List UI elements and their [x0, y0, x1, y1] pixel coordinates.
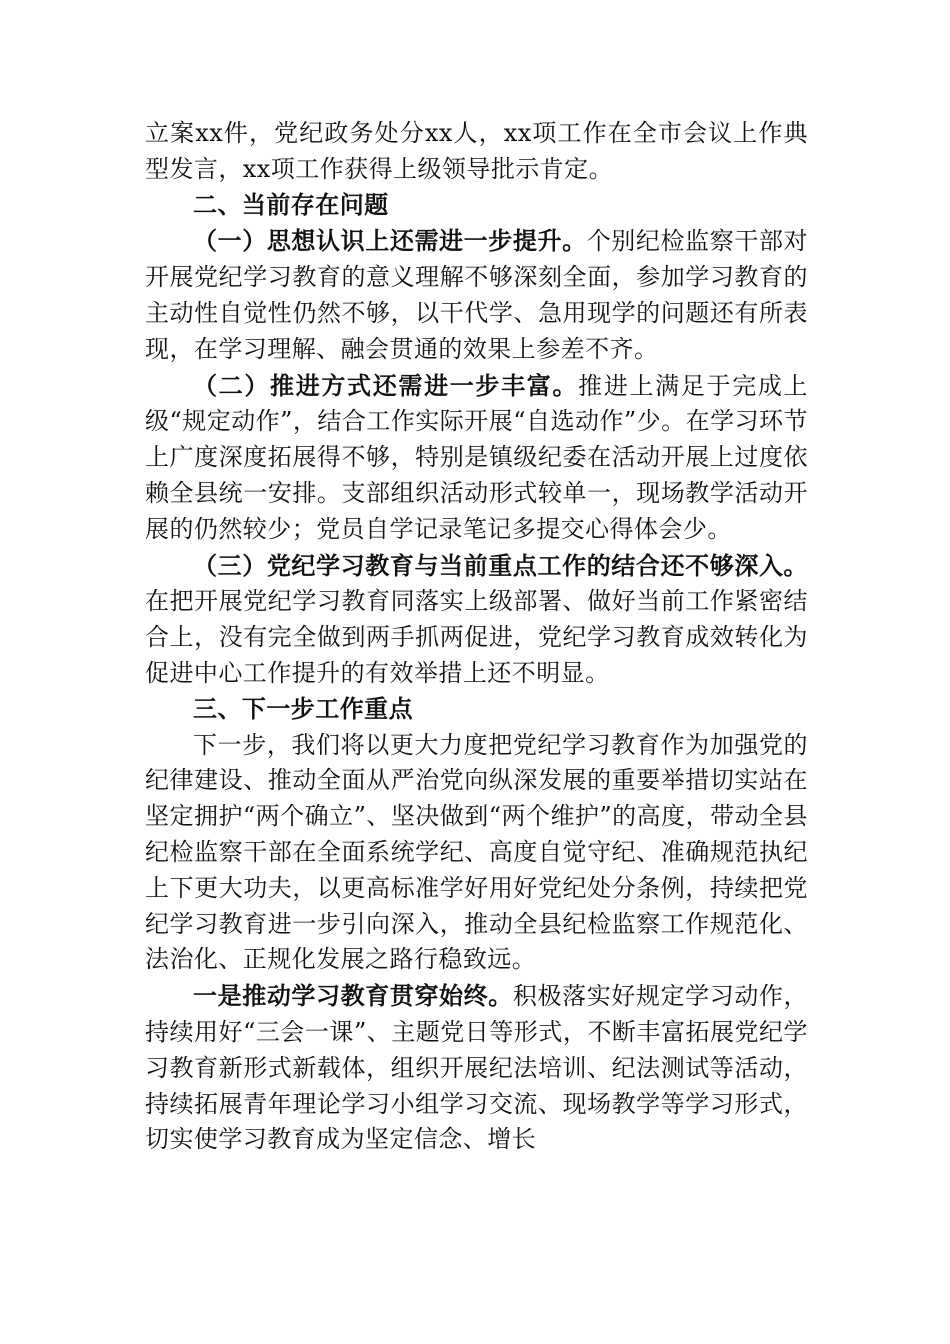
paragraph-lead: （一）思想认识上还需进一步提升。 [193, 226, 587, 256]
paragraph-lead: （三）党纪学习教育与当前重点工作的结合还不够深入。 [193, 550, 808, 580]
section-heading-next-steps: 三、下一步工作重点 [193, 694, 414, 723]
paragraph-problem-1 [145, 223, 808, 367]
paragraph-text: 积极落实好规定学习动作，持续用好“三会一课”、主题党日等形式，不断丰富拓展党纪学习教育新形式新载体，组织开展纪法培训、纪法测试等活动，持续拓展青年理论学习小组学习交流、现场教学等学习形式，切实使学习教育成为坚定信念、增长 [145, 982, 808, 1154]
paragraph-continued: 立案xx件，党纪政务处分xx人，xx项工作在全市会议上作典型发言，xx项工作获得上级领导批示肯定。 [145, 119, 808, 183]
section-heading-problems: 二、当前存在问题 [193, 190, 389, 219]
paragraph-lead: 一是推动学习教育贯穿始终。 [193, 981, 513, 1011]
paragraph-next-steps: 下一步，我们将以更大力度把党纪学习教育作为加强党的纪律建设、推动全面从严治党向纵深发展的重要举措切实站在坚定拥护“两个确立”、坚决做到“两个维护”的高度，带动全县纪检监察干部在全面系统学纪、高度自觉守纪、准确规范执纪上下更大功夫，以更高标准学好用好党纪处分条例，持续把党纪学习教育进一步引向深入，推动全县纪检监察工作规范化、法治化、正规化发展之路行稳致远。 [145, 730, 808, 974]
paragraph-text: 在把开展党纪学习教育同落实上级部署、做好当前工作紧密结合上，没有完全做到两手抓两促进，党纪学习教育成效转化为促进中心工作提升的有效举措上还不明显。 [145, 587, 808, 687]
paragraph-problem-3 [145, 548, 808, 692]
paragraph-text: 推进上满足于完成上级“规定动作”，结合工作实际开展“自选动作”少。在学习环节上广度深度拓展得不够，特别是镇级纪委在活动开展上过度依赖全县统一安排。支部组织活动形式较单一，现场教学活动开展的仍然较少；党员自学记录笔记多提交心得体会少。 [145, 371, 808, 543]
paragraph-focus-1 [145, 978, 808, 1158]
paragraph-problem-2 [145, 368, 808, 548]
paragraph-text: 个别纪检监察干部对开展党纪学习教育的意义理解不够深刻全面，参加学习教育的主动性自觉性仍然不够，以干代学、急用现学的问题还有所表现，在学习理解、融会贯通的效果上参差不齐。 [145, 227, 808, 363]
paragraph-lead: （二）推进方式还需进一步丰富。 [193, 370, 579, 400]
document-body [145, 116, 808, 1158]
